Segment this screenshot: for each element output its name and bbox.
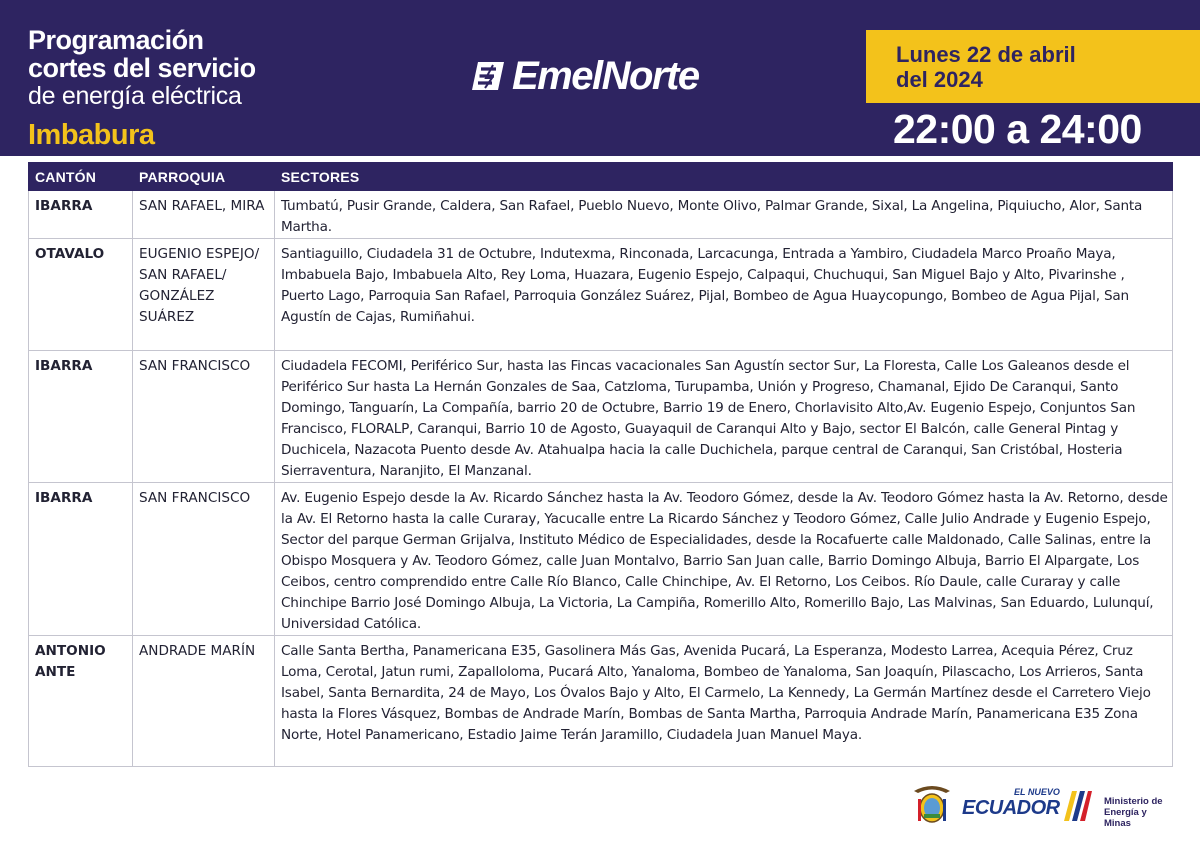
parroquia-cell: SAN FRANCISCO: [133, 351, 275, 483]
sectores-cell: Calle Santa Bertha, Panamericana E35, Gasolinera Más Gas, Avenida Pucará, La Esperanza, Modesto Larrea, Acequia Pérez, Cruz Loma, Cerotal, Jatun rumi, Zapalloloma, Pucará Alto, Yanaloma, Bombeo de Yanaloma, San Joaquín, Pilascacho, Los Arrieros, Santa Isabel, Santa Bernardita, 24 de Mayo, Los Óvalos Bajo y Alto, El Carmelo, La Kennedy, La Germán Martínez desde el Carretero Viejo hasta la Flores Vásquez, Bombas de Andrade Marín, Bombas de Santa Martha, Parroquia Andrade Marín, Panamericana E35 Zona Norte, Hotel Panamericano, Estadio Jaime Terán Jaramillo, Ciudadela Juan Manuel Maya.: [275, 636, 1173, 767]
ecuador-flag-stripes-icon: [1058, 791, 1092, 821]
page-title-line3: de energía eléctrica: [28, 82, 242, 110]
table-header-row: [29, 163, 1173, 191]
table-row: [29, 239, 1173, 351]
region-label: Imbabura: [28, 119, 155, 151]
parroquia-cell: SAN RAFAEL, MIRA: [133, 191, 275, 239]
date-line1: Lunes 22 de abril: [896, 42, 1076, 67]
emelnorte-logo-icon: [468, 56, 508, 96]
column-header-canton: CANTÓN: [29, 163, 133, 191]
title-block: [28, 26, 256, 110]
brand-logo: [468, 54, 699, 98]
sectores-cell: Av. Eugenio Espejo desde la Av. Ricardo Sánchez hasta la Av. Teodoro Gómez, desde la Av. Teodoro Gómez hasta la Av. Retorno, desde la Av. El Retorno hasta la calle Curaray, Yacucalle entre La Ricardo Sánchez y Teodoro Gómez, Calle Julio Andrade y Eugenio Espejo, Sector del parque German Grijalva, Instituto Médico de Especialidades, desde la Rocafuerte calle Maldonado, Calle Salinas, entre la Obispo Mosquera y Av. Teodoro Gómez, calle Juan Montalvo, Barrio San Juan calle, Barrio Domingo Albuja, Barrio El Alpargate, Los Ceibos, centro comprendido entre Calle Río Blanco, Calle Chinchipe, Av. El Retorno, Los Ceibos. Río Daule, calle Curaray y calle Chinchipe Barrio José Domingo Albuja, La Victoria, La Campiña, Romerillo Alto, Romerillo Bajo, Las Malvinas, San Eduardo, Lulunquí, Universidad Católica.: [275, 483, 1173, 636]
page-title-line2: cortes del servicio: [28, 53, 256, 83]
time-range: 22:00 a 24:00: [893, 106, 1142, 152]
brand-name: EmelNorte: [512, 54, 699, 98]
ministry-line2: Energía y Minas: [1104, 807, 1147, 829]
sectores-cell: Tumbatú, Pusir Grande, Caldera, San Rafael, Pueblo Nuevo, Monte Olivo, Palmar Grande, Sixal, La Angelina, Piquiucho, Alor, Santa Martha.: [275, 191, 1173, 239]
canton-cell: IBARRA: [29, 351, 133, 483]
header-banner: [0, 0, 1200, 156]
ministry-label: [1104, 796, 1172, 829]
ecuador-coat-of-arms-icon: [910, 781, 954, 827]
canton-cell: IBARRA: [29, 483, 133, 636]
date-box: [866, 30, 1200, 103]
parroquia-cell: ANDRADE MARÍN: [133, 636, 275, 767]
table-row: [29, 483, 1173, 636]
page-title-line1: Programación: [28, 25, 204, 55]
column-header-parroquia: PARROQUIA: [133, 163, 275, 191]
table-row: [29, 191, 1173, 239]
date-line2: del 2024: [896, 67, 983, 92]
canton-cell: ANTONIO ANTE: [29, 636, 133, 767]
footer-logos: [910, 779, 1172, 831]
ecuador-label: ECUADOR: [962, 797, 1060, 819]
el-nuevo-label: EL NUEVO: [1014, 787, 1060, 797]
canton-cell: IBARRA: [29, 191, 133, 239]
parroquia-cell: EUGENIO ESPEJO/ SAN RAFAEL/ GONZÁLEZ SUÁREZ: [133, 239, 275, 351]
canton-cell: OTAVALO: [29, 239, 133, 351]
sectores-cell: Ciudadela FECOMI, Periférico Sur, hasta las Fincas vacacionales San Agustín sector Sur, La Floresta, Calle Los Galeanos desde el Periférico Sur hasta La Hernán Gonzales de Saa, Catzloma, Turupamba, Unión y Progreso, Chamanal, Ejido De Caranqui, Santo Domingo, Tanguarín, La Compañía, barrio 20 de Octubre, Barrio 19 de Enero, Chorlavisito Alto,Av. Eugenio Espejo, Conjuntos San Francisco, FLORALP, Caranqui, Barrio 10 de Agosto, Guayaquil de Caranqui Alto y Bajo, sector El Balcón, calle General Pintag y Duchicela, Nazacota Puento desde Av. Atahualpa hacia la calle Duchichela, parque central de Caranqui, San Cristóbal, Hosteria Sierraventura, Naranjito, El Manzanal.: [275, 351, 1173, 483]
table-row: [29, 351, 1173, 483]
parroquia-cell: SAN FRANCISCO: [133, 483, 275, 636]
table-row: [29, 636, 1173, 767]
outage-schedule-table: [28, 162, 1173, 767]
ecuador-brand: [962, 785, 1092, 825]
ministry-line1: Ministerio de: [1104, 796, 1163, 807]
column-header-sectores: SECTORES: [275, 163, 1173, 191]
sectores-cell: Santiaguillo, Ciudadela 31 de Octubre, Indutexma, Rinconada, Larcacunga, Entrada a Yambiro, Ciudadela Marco Proaño Maya, Imbabuela Bajo, Imbabuela Alto, Rey Loma, Huazara, Eugenio Espejo, Calpaqui, Chuchuqui, San Miguel Bajo y Alto, Pivarinshe , Puerto Lago, Parroquia San Rafael, Parroquia González Suárez, Pijal, Bombeo de Agua Huaycopungo, Bombeo de Agua Pijal, San Agustín de Cajas, Rumiñahui.: [275, 239, 1173, 351]
